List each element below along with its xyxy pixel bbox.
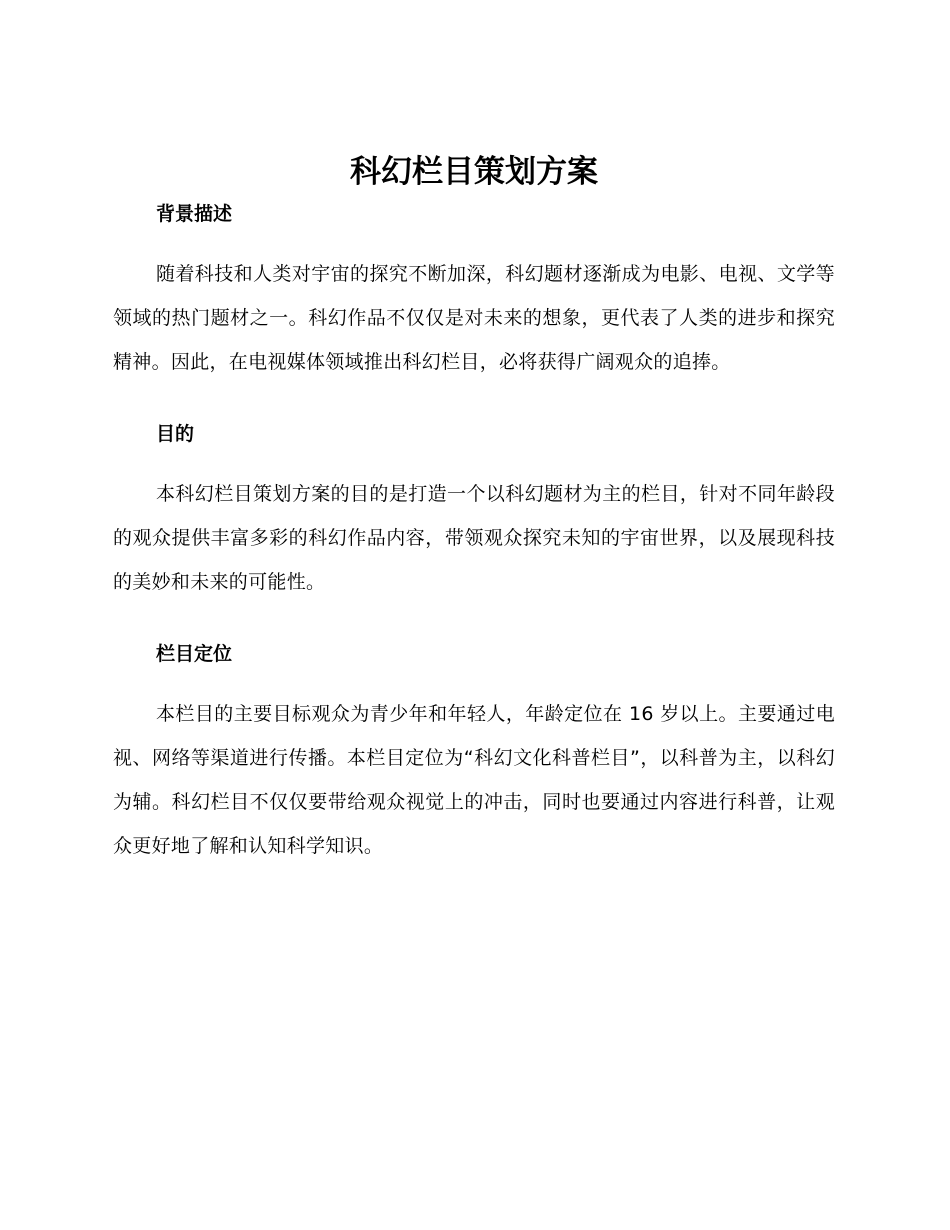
section-body-background: 随着科技和人类对宇宙的探究不断加深，科幻题材逐渐成为电影、电视、文学等领域的热门题材之一。科幻作品不仅仅是对未来的想象，更代表了人类的进步和探究精神。因此，在电视媒体领域推出科幻栏目，必将获得广阔观众的追捧。 [113,263,835,373]
section-heading-positioning: 栏目定位 [156,643,233,665]
document-page [113,150,835,868]
section-body-purpose: 本科幻栏目策划方案的目的是打造一个以科幻题材为主的栏目，针对不同年龄段的观众提供丰富多彩的科幻作品内容，带领观众探究未知的宇宙世界，以及展现科技的美妙和未来的可能性。 [113,483,835,593]
section-body-positioning: 本栏目的主要目标观众为青少年和年轻人，年龄定位在 16 岁以上。主要通过电视、网络等渠道进行传播。本栏目定位为“科幻文化科普栏目”，以科普为主，以科幻为辅。科幻栏目不仅仅要带给观众视觉上的冲击，同时也要通过内容进行科普，让观众更好地了解和认知科学知识。 [113,703,835,857]
section-heading-purpose: 目的 [156,423,195,445]
document-title: 科幻栏目策划方案 [350,154,598,190]
section-heading-background: 背景描述 [156,203,233,225]
